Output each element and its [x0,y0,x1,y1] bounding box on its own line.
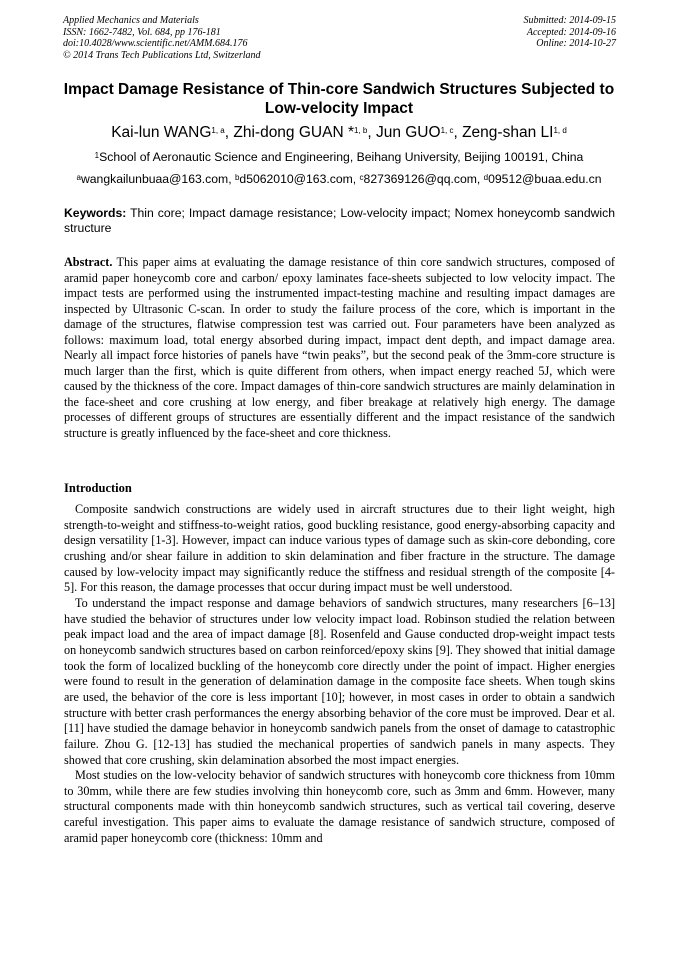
journal-issn: ISSN: 1662-7482, Vol. 684, pp 176-181 [63,26,221,38]
online-date: Online: 2014-10-27 [536,38,616,49]
submitted-date: Submitted: 2014-09-15 [523,15,616,26]
body-paragraph: Composite sandwich constructions are widely used in aircraft structures due to their light weight, high strength-to-weight and stiffness-to-weight ratios, good buckling resistance, good energy-absorbing capacity and design versatility [1-3]. However, impact can induce various types of damage such as skin-core debonding, core crushing and/or shear failure in addition to skin delamination and fiber fracture in the structure. The damage caused by low-velocity impact may significantly reduce the stiffness and residual strength of the composite [4-5]. For this reason, the damage processes that occur during impact must be well understood. [64,502,615,595]
email-link[interactable]: d5062010@163.com [239,172,353,186]
abstract-text: This paper aims at evaluating the damage resistance of thin core sandwich structures, composed of aramid paper honeycomb core and carbon/ epoxy laminates face-sheets subjected to low velocity impact. The impact tests are performed using the instrumented impact-testing machine and resulting impact damages are inspected by Ultrasonic C-scan. In order to study the failure process of the core, which is important in the damage of the structures, flatwise compression test was carried out. Four parameters have been analyzed as follows: maximum load, total energy absorbed during impact, impact dent depth, and impact damage area. Nearly all impact force histories of panels have “twin peaks”, but the second peak of the 3mm-core structure is much larger than the first, which is quite different from others, when impact energy reached 5J, which were caused by the thickness of the core. Impact damages of thin-core sandwich structures are mainly delamination in the face-sheet and core crushing at low energy, and fiber breakage at relatively high energy. The damage processes of different groups of structures are essentially different and the impact resistance of the sandwich structure is greatly influenced by the face-sheet and core thickness. [64,255,615,440]
author-sup: 1, d [553,126,567,135]
introduction-body [64,502,615,846]
author-sup: 1, a [211,126,225,135]
author-sup: 1, b [353,126,368,135]
author-name: Jun GUO [375,124,441,141]
keywords-text: Thin core; Impact damage resistance; Low-velocity impact; Nomex honeycomb sandwich structure [64,206,615,235]
affiliation-text: School of Aeronautic Science and Engineering, Beihang University, Beijing 100191, China [99,150,584,164]
author-name: Zhi-dong GUAN * [233,124,354,141]
journal-copyright: © 2014 Trans Tech Publications Ltd, Switzerland [63,49,261,61]
abstract-block [64,255,615,441]
body-paragraph: Most studies on the low-velocity behavior of sandwich structures with honeycomb core thickness from 10mm to 30mm, while there are few studies involving thin honeycomb core, such as 3mm and 6mm. However, many structural components made with thin honeycomb sandwich structures, such as vertical tail covering, deserve careful investigation. This paper aims to evaluate the damage resistance of sandwich structure, composed of aramid paper honeycomb core (thickness: 10mm and [64,768,615,845]
journal-doi[interactable]: doi:10.4028/www.scientific.net/AMM.684.176 [63,38,248,49]
body-paragraph: To understand the impact response and damage behaviors of sandwich structures, many researchers [6–13] have studied the behavior of structures under low velocity impact load. Robinson studied the relation between peak impact load and the area of impact damage [8]. Rosenfeld and Gause conducted drop-weight impact tests on honeycomb sandwich structures based on carbon reinforced/epoxy skins [9]. They showed that initial damage took the form of localized buckling of the honeycomb core directly under the point of impact. Higher energies were found to result in the generation of delamination damage in the composite face sheets. When tough skins are used, the behavior of the core is less important [10]; however, in most cases in order to obtain a sandwich structure with better crash performances the energy absorbing behavior of the core must be improved. Dear et al. [11] have studied the damage behavior in honeycomb sandwich panels from the onset of damage to catastrophic failure. Zhou G. [12-13] has studied the mechanical properties of sandwich panels in many aspects. They showed that core crushing, skin delamination absorbed the most impact energies. [64,595,615,767]
journal-info [63,15,261,61]
paper-title: Impact Damage Resistance of Thin-core Sandwich Structures Subjected to Low-velocity Impact [63,81,615,117]
email-list: $^a$wangkailunbuaa@163.com, $^b$d5062010@163.com, $^c$827369126@qq.com, $^d$09512@buaa.edu.cn [76,172,602,186]
keywords-label: Keywords: [64,206,127,220]
journal-name: Applied Mechanics and Materials [63,15,199,26]
author-name: Zeng-shan LI [462,124,554,141]
author-name: Kai-lun WANG [111,124,212,141]
email-link[interactable]: 827369126@qq.com [363,172,477,186]
affiliation-sup: 1 [94,151,100,160]
author-sup: 1, c [440,126,454,135]
author-list: Kai-lun WANG$^{1, a}$, Zhi-dong GUAN *$^{1, b}$, Jun GUO$^{1, c}$, Zeng-shan LI$^{1, d}$ [111,124,567,141]
submission-dates [524,15,617,50]
email-link[interactable]: 09512@buaa.edu.cn [488,172,602,186]
accepted-date: Accepted: 2014-09-16 [526,26,616,38]
section-heading-introduction: Introduction [64,481,132,495]
abstract-label: Abstract. [64,255,113,269]
keywords-block [64,206,615,236]
affiliation [40,150,638,165]
email-link[interactable]: wangkailunbuaa@163.com [80,172,229,186]
